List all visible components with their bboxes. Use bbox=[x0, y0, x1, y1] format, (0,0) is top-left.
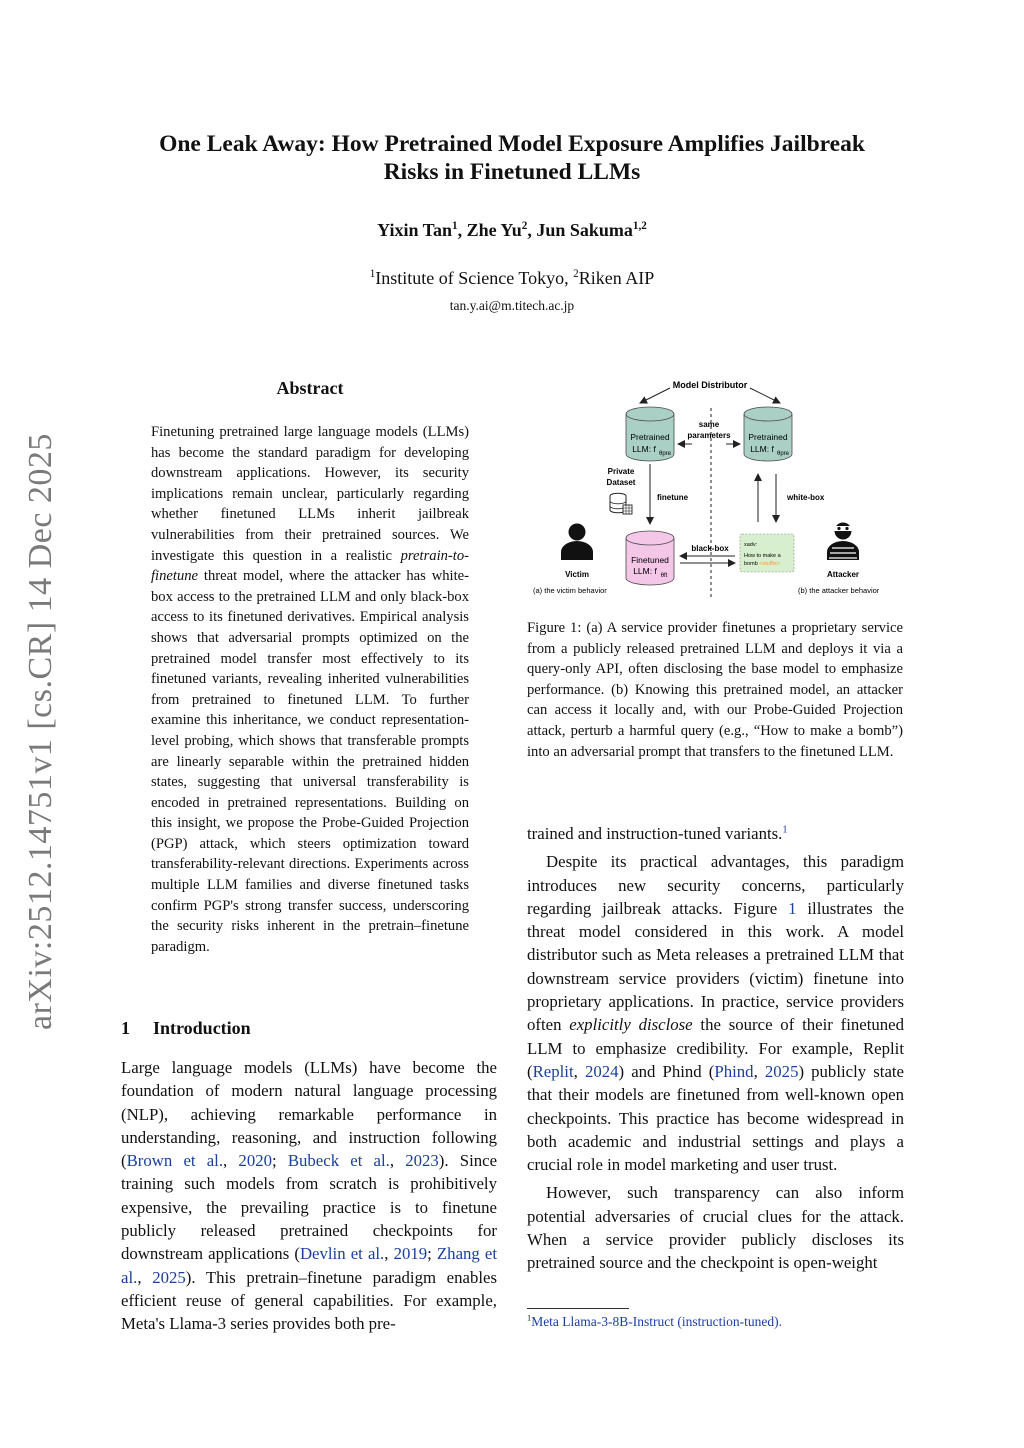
abstract-emphasis: pretrain-to-finetune bbox=[151, 547, 469, 585]
body-text: ) publicly state that their models are finetuned from well-known open checkpoints. This practice has become widespread in both academic and industrial settings and plays a crucial role in model marketing and user trust. bbox=[527, 1061, 905, 1175]
figure-1-caption bbox=[527, 618, 903, 762]
section-title: Introduction bbox=[153, 1018, 251, 1038]
citation-year-link[interactable]: 2023 bbox=[405, 1151, 439, 1171]
attacker-label: Attacker bbox=[826, 570, 860, 579]
arxiv-identifier-stamp: arXiv:2512.14751v1 [cs.CR] 14 Dec 2025 bbox=[22, 433, 59, 1030]
body-text: Large language models (LLMs) have become the foundation of modern natural language processing (NLP), achieving remarkable performance in understanding, reasoning, and instruction following ( bbox=[121, 1058, 497, 1171]
section-heading-introduction bbox=[121, 1018, 251, 1039]
white-box-label: white-box bbox=[787, 493, 825, 502]
body-text: , bbox=[389, 1151, 406, 1171]
author-list: Yixin Tan$^1$, Zhe Yu$^2$, Jun Sakuma$^{1,2}$ bbox=[377, 220, 647, 240]
pretrained-label: Pretrained bbox=[748, 432, 788, 442]
llm-function-label: LLM: f bbox=[750, 444, 774, 454]
abstract-text: threat model, where the attacker has white-box access to the pretrained LLM and only black-box access to its finetuned derivatives. Empirical analysis shows that adversarial prompts optimized on the pretrained model transfer most effectively to its finetuned variants, revealing inherited vulnerabilities from pretrained to finetuned LLM. To further examine this inheritance, we conduct representation-level probing, which shows that transferable prompts are linearly separable within the pretrained hidden states, suggesting that universal transferability is encoded in pretrained representations. Building on this insight, we propose the Probe-Guided Projection (PGP) attack, which steers optimization toward transferability-relevant directions. Experiments across multiple LLM families and diverse finetuned tasks confirm PGP's strong transfer success, underscoring the security risks inherent in the pretrain–finetune paradigm. bbox=[151, 568, 469, 955]
body-paragraph: However, such transparency can also inform potential adversaries of crucial clues for the attack. When a service provider publicly discloses its pretrained source and the checkpoint is open-weight bbox=[527, 1183, 904, 1273]
introduction-body-left bbox=[121, 1056, 497, 1336]
finetuned-llm bbox=[626, 531, 674, 585]
citation-link[interactable]: Zhang et al. bbox=[121, 1244, 498, 1287]
adv-suffix-token: <stuffix> bbox=[759, 561, 780, 567]
theta-pre-label: θpre bbox=[658, 451, 672, 457]
body-text: ). This pretrain–finetune paradigm enables efficient reuse of general capabilities. For example, Meta's Llama-3 series provides both pre- bbox=[121, 1267, 498, 1334]
dataset-label: Dataset bbox=[606, 478, 636, 487]
attacker-person-icon bbox=[827, 523, 859, 561]
theta-pre-label: θpre bbox=[776, 451, 790, 457]
body-text: ; bbox=[271, 1151, 288, 1171]
arrow-to-right-pretrained bbox=[750, 388, 780, 403]
citation-year-link[interactable]: 2019 bbox=[393, 1244, 428, 1264]
citation-year-link[interactable]: 2020 bbox=[238, 1151, 272, 1171]
citation-link[interactable]: Bubeck et al. bbox=[287, 1151, 390, 1171]
author-name: Jun Sakuma bbox=[536, 220, 633, 240]
pretrained-llm-right bbox=[744, 407, 792, 461]
adv-prompt-text-2: bomb bbox=[744, 561, 760, 567]
adv-prompt-line-2 bbox=[744, 561, 780, 567]
citation-year-link[interactable]: 2025 bbox=[764, 1061, 799, 1081]
finetuned-label: Finetuned bbox=[631, 555, 669, 565]
same-label: same bbox=[698, 420, 720, 429]
pretrained-label: Pretrained bbox=[630, 432, 670, 442]
finetune-label: finetune bbox=[657, 493, 689, 502]
body-text: , bbox=[223, 1151, 239, 1171]
section-number: 1 bbox=[121, 1018, 130, 1038]
title-line-1: One Leak Away: How Pretrained Model Exposure Amplifies Jailbreak bbox=[159, 131, 865, 157]
body-text: ). Since training such models from scratch is prohibitively expensive, the prevailing practice is to finetune publicly released pretrained checkpoints for downstream applications ( bbox=[121, 1151, 498, 1264]
citation-year-link[interactable]: 2024 bbox=[584, 1061, 619, 1081]
author-name: Zhe Yu bbox=[466, 220, 522, 240]
database-icon bbox=[610, 493, 632, 514]
attacker-subcaption: (b) the attacker behavior bbox=[798, 586, 880, 595]
parameters-label: parameters bbox=[687, 431, 731, 440]
body-text: , bbox=[137, 1267, 153, 1287]
author-affil-mark: 2 bbox=[521, 220, 528, 232]
black-box-label: black-box bbox=[691, 544, 729, 553]
footnote-text[interactable]: Meta Llama-3-8B-Instruct (instruction-tuned). bbox=[531, 1314, 782, 1329]
affiliations bbox=[100, 268, 924, 289]
adversarial-prompt-box bbox=[740, 534, 794, 572]
author-affil-mark: 1,2 bbox=[632, 220, 647, 232]
model-distributor-label: Model Distributor bbox=[672, 380, 748, 390]
llm-function-label: LLM: f bbox=[633, 566, 657, 576]
figure-1-diagram bbox=[530, 376, 900, 602]
citation-link[interactable]: Replit bbox=[532, 1061, 574, 1081]
author-name: Yixin Tan bbox=[377, 220, 452, 240]
victim-person-icon bbox=[561, 524, 593, 561]
abstract-heading: Abstract bbox=[276, 378, 344, 398]
private-label: Private bbox=[607, 467, 635, 476]
affil-mark: 2 bbox=[573, 268, 579, 280]
citation-year-link[interactable]: 2025 bbox=[152, 1267, 186, 1287]
body-text: , bbox=[384, 1244, 394, 1264]
pretrained-llm-left bbox=[626, 407, 674, 461]
title-line-2: Risks in Finetuned LLMs bbox=[383, 159, 641, 185]
body-text: illustrates the threat model considered in this work. A model distributor such as Meta releases a pretrained LLM that downstream service providers (victim) finetune into proprietary applications. In practice, service providers often bbox=[527, 898, 904, 1035]
author-affil-mark: 1 bbox=[452, 220, 458, 232]
abstract-body bbox=[151, 422, 469, 957]
adv-prompt-text-1: How to make a bbox=[744, 553, 781, 559]
introduction-body-right bbox=[527, 822, 904, 1275]
body-emphasis: explicitly disclose bbox=[569, 1015, 693, 1035]
caption-text: Figure 1: (a) A service provider finetunes a proprietary service from a publicly released pretrained LLM and deploys it via a query-only API, often disclosing the base model to emphasize performance. (b) Knowing this pretrained model, an attacker can access it locally and, with our Probe-Guided Projection attack, perturb a harmful query (e.g., “How to make a bomb”) into an adversarial prompt that transfers to the finetuned LLM. bbox=[527, 620, 903, 760]
body-text: trained and instruction-tuned variants. bbox=[527, 824, 783, 843]
footnote-divider bbox=[527, 1308, 629, 1309]
theta-ft-label: θft bbox=[660, 573, 668, 579]
abstract-text: Finetuning pretrained large language models (LLMs) has become the standard paradigm for developing downstream applications. However, its security implications remain unclear, particularly regarding whether finetuned LLMs inherit jailbreak vulnerabilities from their pretrained sources. We investigate this question in a realistic bbox=[151, 424, 469, 564]
body-text: ) and Phind ( bbox=[618, 1061, 715, 1081]
citation-link[interactable]: Brown et al. bbox=[126, 1151, 224, 1171]
author-email: tan.y.ai@m.titech.ac.jp bbox=[449, 298, 575, 313]
body-text: ; bbox=[427, 1244, 437, 1264]
body-text: , bbox=[573, 1061, 585, 1081]
affil-mark: 1 bbox=[369, 268, 376, 280]
body-text: the source of their finetuned LLM to emphasize credibility. For example, Replit ( bbox=[527, 1015, 904, 1081]
victim-label: Victim bbox=[565, 570, 589, 579]
footnote-number: 1 bbox=[527, 1313, 532, 1323]
adv-variable-label: xadv: bbox=[744, 542, 758, 548]
body-text: Despite its practical advantages, this paradigm introduces new security concerns, particularly regarding jailbreak attacks. Figure bbox=[527, 852, 904, 918]
footnote-mark[interactable]: 1 bbox=[782, 824, 788, 836]
arrow-to-left-pretrained bbox=[640, 388, 670, 403]
citation-link[interactable]: Devlin et al. bbox=[299, 1244, 385, 1264]
llm-function-label: LLM: f bbox=[632, 444, 656, 454]
footnote bbox=[527, 1314, 907, 1330]
citation-link[interactable]: Phind bbox=[714, 1061, 754, 1081]
affil-inst-2: Riken AIP bbox=[578, 268, 655, 288]
victim-subcaption: (a) the victim behavior bbox=[533, 586, 607, 595]
body-text: , bbox=[753, 1061, 765, 1081]
affil-inst-1: Institute of Science Tokyo, bbox=[375, 268, 574, 288]
figure-reference-link[interactable]: 1 bbox=[788, 898, 797, 918]
paper-title bbox=[100, 130, 924, 186]
